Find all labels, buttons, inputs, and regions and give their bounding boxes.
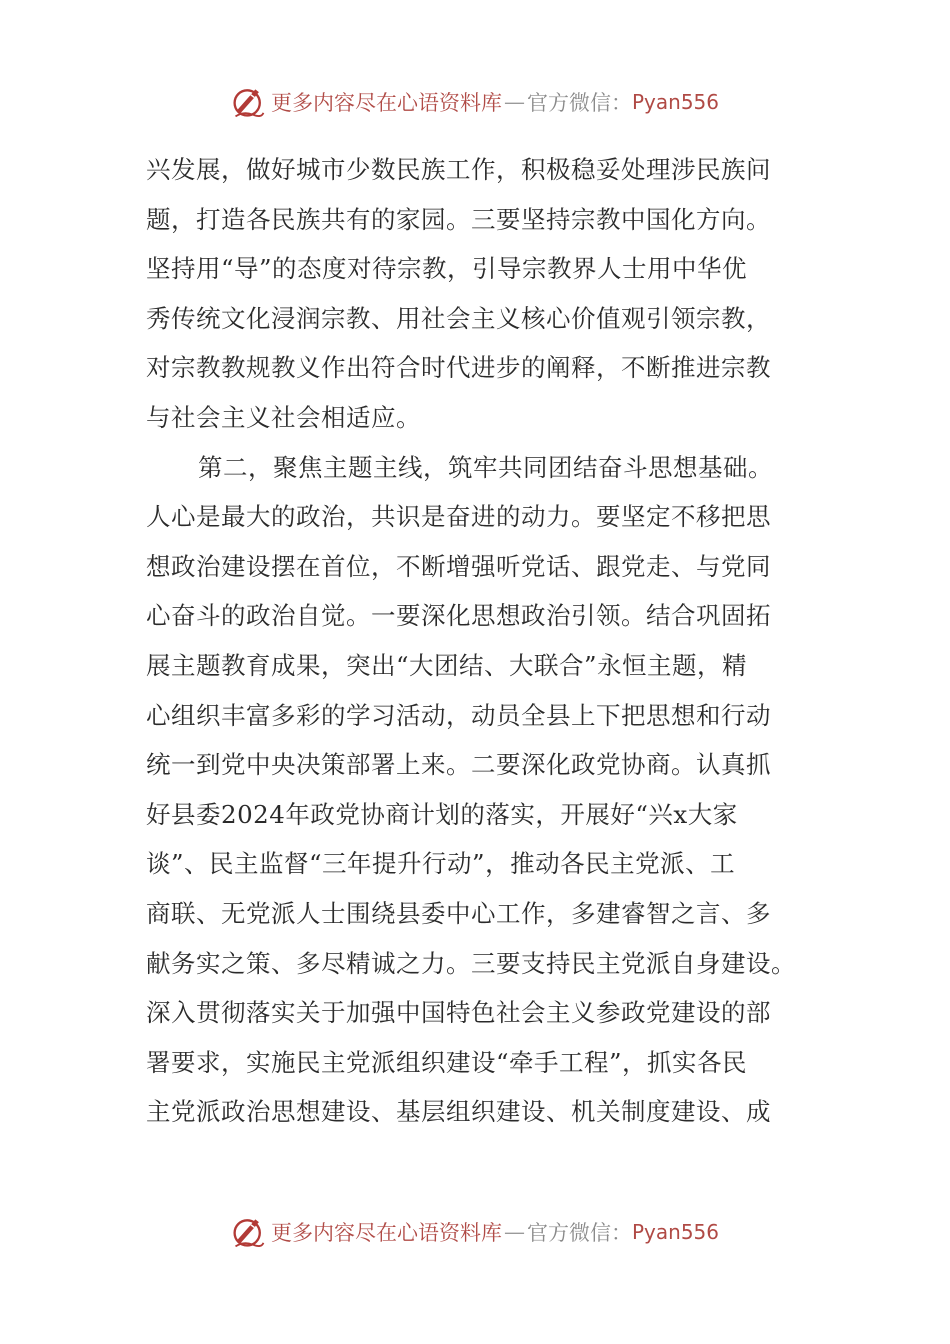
body-line-paragraph-start: 第二，聚焦主题主线，筑牢共同团结奋斗思想基础。: [198, 452, 773, 482]
header-banner: [0, 80, 950, 124]
banner-separator: —: [503, 1220, 525, 1244]
body-line: 献务实之策、多尽精诚之力。三要支持民主党派自身建设。: [146, 948, 796, 978]
body-line: 谈”、民主监督“三年提升行动”，推动各民主党派、工: [146, 849, 736, 879]
body-line: 主党派政治思想建设、基层组织建设、机关制度建设、成: [146, 1097, 771, 1127]
banner-wechat-id: Pyan556: [631, 90, 719, 114]
body-line: 兴发展，做好城市少数民族工作，积极稳妥处理涉民族问: [146, 155, 771, 184]
pen-logo-icon: [231, 84, 267, 120]
body-line: 深入贯彻落实关于加强中国特色社会主义参政党建设的部: [146, 998, 771, 1028]
body-line: 人心是最大的政治，共识是奋进的动力。要坚定不移把思: [146, 502, 771, 532]
body-line: 题，打造各民族共有的家园。三要坚持宗教中国化方向。: [146, 204, 771, 234]
banner-main-text: 更多内容尽在心语资料库: [270, 91, 502, 115]
body-line: 署要求，实施民主党派组织建设“牵手工程”，抓实各民: [146, 1047, 748, 1077]
body-line: 心组织丰富多彩的学习活动，动员全县上下把思想和行动: [146, 700, 771, 730]
body-line: 商联、无党派人士围绕县委中心工作，多建睿智之言、多: [146, 898, 771, 928]
banner-separator: —: [503, 90, 525, 114]
body-line: 心奋斗的政治自觉。一要深化思想政治引领。结合巩固拓: [146, 601, 771, 631]
document-body: [146, 145, 806, 1137]
footer-banner: [0, 1210, 950, 1254]
body-line: 想政治建设摆在首位，不断增强听党话、跟党走、与党同: [146, 551, 771, 581]
banner-wechat-label: 官方微信：: [526, 1221, 632, 1245]
body-line: 展主题教育成果，突出“大团结、大联合”永恒主题，精: [146, 650, 748, 680]
body-line: 好县委2024年政党协商计划的落实，开展好“兴x大家: [146, 799, 738, 829]
body-line: 坚持用“导”的态度对待宗教，引导宗教界人士用中华优: [146, 254, 748, 284]
banner-main-text: 更多内容尽在心语资料库: [270, 1221, 502, 1245]
body-line: 与社会主义社会相适应。: [146, 402, 421, 432]
body-line: 秀传统文化浸润宗教、用社会主义核心价值观引领宗教，: [146, 303, 771, 333]
banner-wechat-id: Pyan556: [631, 1220, 719, 1244]
body-line: 对宗教教规教义作出符合时代进步的阐释，不断推进宗教: [146, 353, 771, 383]
pen-logo-icon: [231, 1214, 267, 1250]
body-line: 统一到党中央决策部署上来。二要深化政党协商。认真抓: [146, 750, 771, 780]
banner-wechat-label: 官方微信：: [526, 91, 632, 115]
